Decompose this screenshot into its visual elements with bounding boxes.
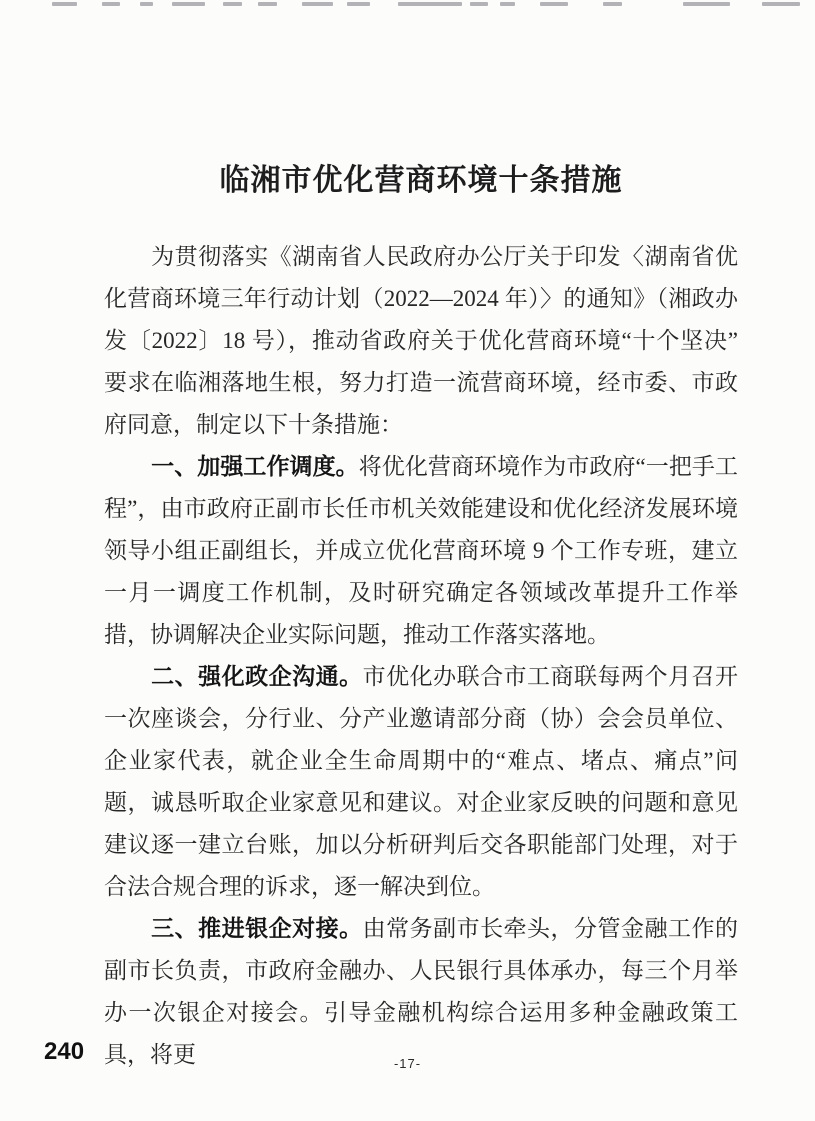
document-body (104, 236, 738, 1076)
scan-artifact (258, 2, 277, 6)
document-title: 临湘市优化营商环境十条措施 (219, 164, 623, 198)
scan-artifact (683, 2, 730, 6)
scan-artifact (500, 2, 515, 6)
intro-paragraph (104, 236, 738, 446)
measure-2-paragraph (104, 656, 738, 908)
paragraph-text: 将优化营商环境作为市政府“一把手工程”，由市政府正副市长任市机关效能建设和优化经济发展环境领导小组正副组长，并成立优化营商环境 9 个工作专班，建立一月一调度工作机制，及时研究确定各领域改革提升工作举措，协调解决企业实际问题，推动工作落实落地。 (104, 454, 738, 647)
scan-artifact (540, 2, 568, 6)
paragraph-text: 为贯彻落实《湖南省人民政府办公厅关于印发〈湖南省优化营商环境三年行动计划（2022—2024 年）〉的通知》（湘政办发〔2022〕18 号），推动省政府关于优化营商环境“十个坚决”要求在临湘落地生根，努力打造一流营商环境，经市委、市政府同意，制定以下十条措施： (104, 244, 738, 437)
paragraph-heading: 三、推进银企对接。 (151, 916, 363, 941)
scan-artifact (102, 2, 120, 6)
scan-artifact (172, 2, 205, 6)
doc-page-number: -17- (393, 1056, 422, 1071)
scan-artifact (603, 2, 622, 6)
scan-artifact (223, 2, 242, 6)
paragraph-heading: 二、强化政企沟通。 (151, 664, 363, 689)
scan-artifact (302, 2, 333, 6)
paragraph-text: 由常务副市长牵头，分管金融工作的副市长负责，市政府金融办、人民银行具体承办，每三个月举办一次银企对接会。引导金融机构综合运用多种金融政策工具，将更 (104, 916, 739, 1067)
scan-artifact (52, 2, 77, 6)
scan-artifact (762, 2, 800, 6)
measure-1-paragraph (104, 446, 738, 656)
scan-artifact (470, 2, 488, 6)
scan-artifact (140, 2, 153, 6)
book-page-number: 240 (44, 1038, 85, 1065)
scan-artifact (347, 2, 370, 6)
paragraph-heading: 一、加强工作调度。 (151, 454, 359, 479)
scan-artifact (398, 2, 462, 6)
measure-3-paragraph (104, 908, 738, 1076)
paragraph-text: 市优化办联合市工商联每两个月召开一次座谈会，分行业、分产业邀请部分商（协）会会员单位、企业家代表，就企业全生命周期中的“难点、堵点、痛点”问题，诚恳听取企业家意见和建议。对企业家反映的问题和意见建议逐一建立台账，加以分析研判后交各职能部门处理，对于合法合规合理的诉求，逐一解决到位。 (104, 664, 739, 899)
